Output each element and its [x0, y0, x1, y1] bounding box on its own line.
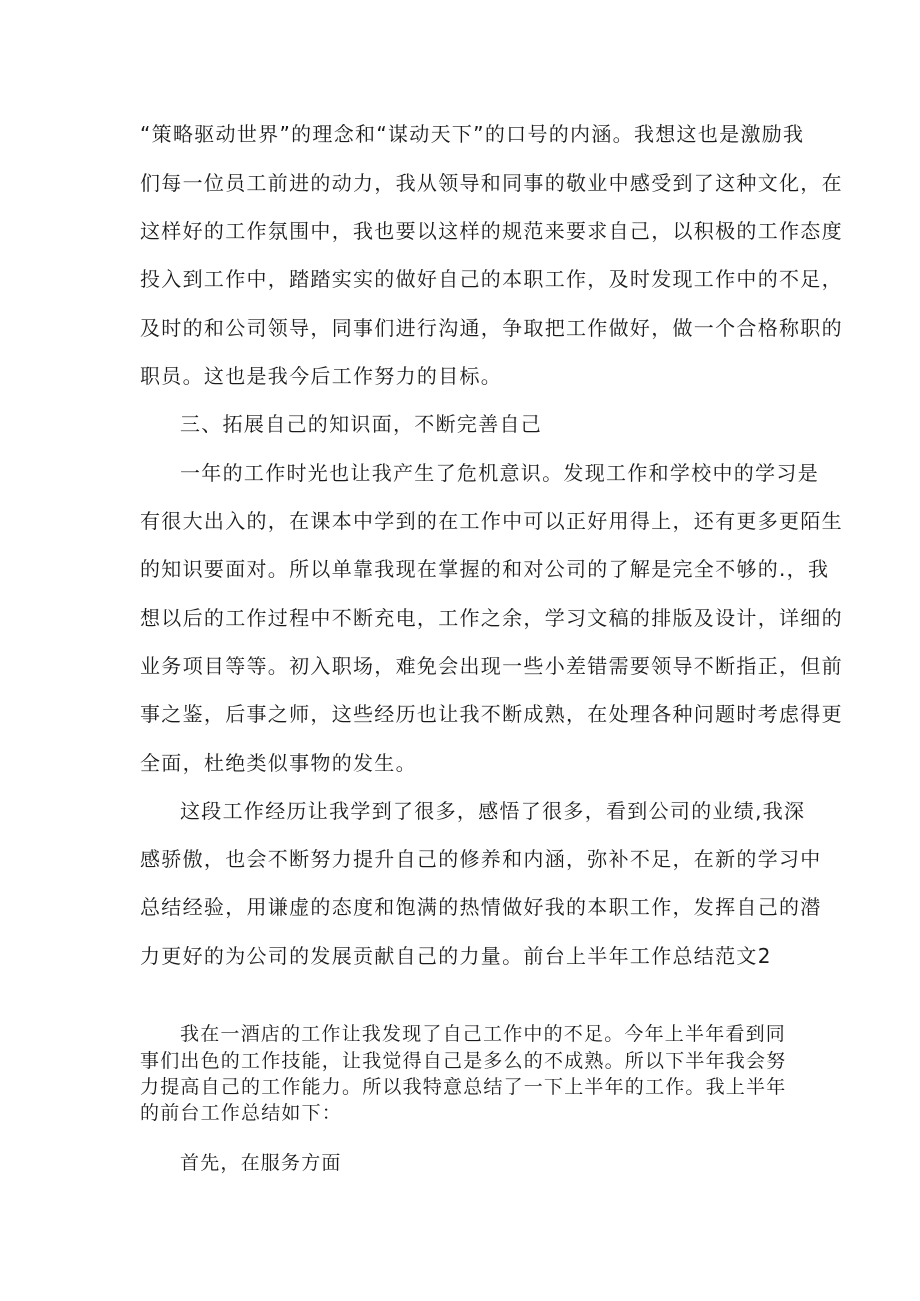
text-line: 业务项目等等。初入职场，难免会出现一些小差错需要领导不断指正，但前	[140, 654, 843, 678]
text-line: 总结经验，用谦虚的态度和饱满的热情做好我的本职工作，发挥自己的潜	[140, 895, 822, 919]
text-line: 们每一位员工前进的动力，我从领导和同事的敬业中感受到了这种文化，在	[140, 171, 843, 195]
section-subheading: 首先，在服务方面	[180, 1152, 342, 1174]
text-line: 我在一酒店的工作让我发现了自己工作中的不足。今年上半年看到同	[180, 1023, 787, 1045]
section-heading: 三、拓展自己的知识面，不断完善自己	[180, 412, 543, 436]
text-line: 力更好的为公司的发展贡献自己的力量。前台上半年工作总结范文2	[140, 944, 772, 968]
text-line: 力提高自己的工作能力。所以我特意总结了一下上半年的工作。我上半年	[140, 1076, 787, 1098]
text-line: 这样好的工作氛围中，我也要以这样的规范来要求自己，以积极的工作态度	[140, 219, 843, 243]
text-line: 全面，杜绝类似事物的发生。	[140, 751, 417, 775]
text-line: 及时的和公司领导，同事们进行沟通，争取把工作做好，做一个合格称职的	[140, 316, 843, 340]
text-line: 投入到工作中，踏踏实实的做好自己的本职工作，及时发现工作中的不足，	[140, 267, 843, 291]
text-line: 想以后的工作过程中不断充电，工作之余，学习文稿的排版及设计，详细的	[140, 606, 843, 630]
text-line: “策略驱动世界”的理念和“谋动天下”的口号的内涵。我想这也是激励我	[140, 122, 805, 146]
text-line: 事之鉴，后事之师，这些经历也让我不断成熟，在处理各种问题时考虑得更	[140, 702, 843, 726]
text-line: 这段工作经历让我学到了很多，感悟了很多，看到公司的业绩,我深	[180, 799, 806, 823]
text-line: 职员。这也是我今后工作努力的目标。	[140, 364, 503, 388]
text-line: 一年的工作时光也让我产生了危机意识。发现工作和学校中的学习是	[180, 461, 819, 485]
text-line: 的知识要面对。所以单靠我现在掌握的和对公司的了解是完全不够的.，我	[140, 557, 830, 581]
text-line: 有很大出入的，在课本中学到的在工作中可以正好用得上，还有更多更陌生	[140, 509, 843, 533]
text-line: 的前台工作总结如下：	[140, 1102, 343, 1124]
text-line: 事们出色的工作技能，让我觉得自己是多么的不成熟。所以下半年我会努	[140, 1050, 787, 1072]
text-line: 感骄傲，也会不断努力提升自己的修养和内涵，弥补不足，在新的学习中	[140, 847, 822, 871]
